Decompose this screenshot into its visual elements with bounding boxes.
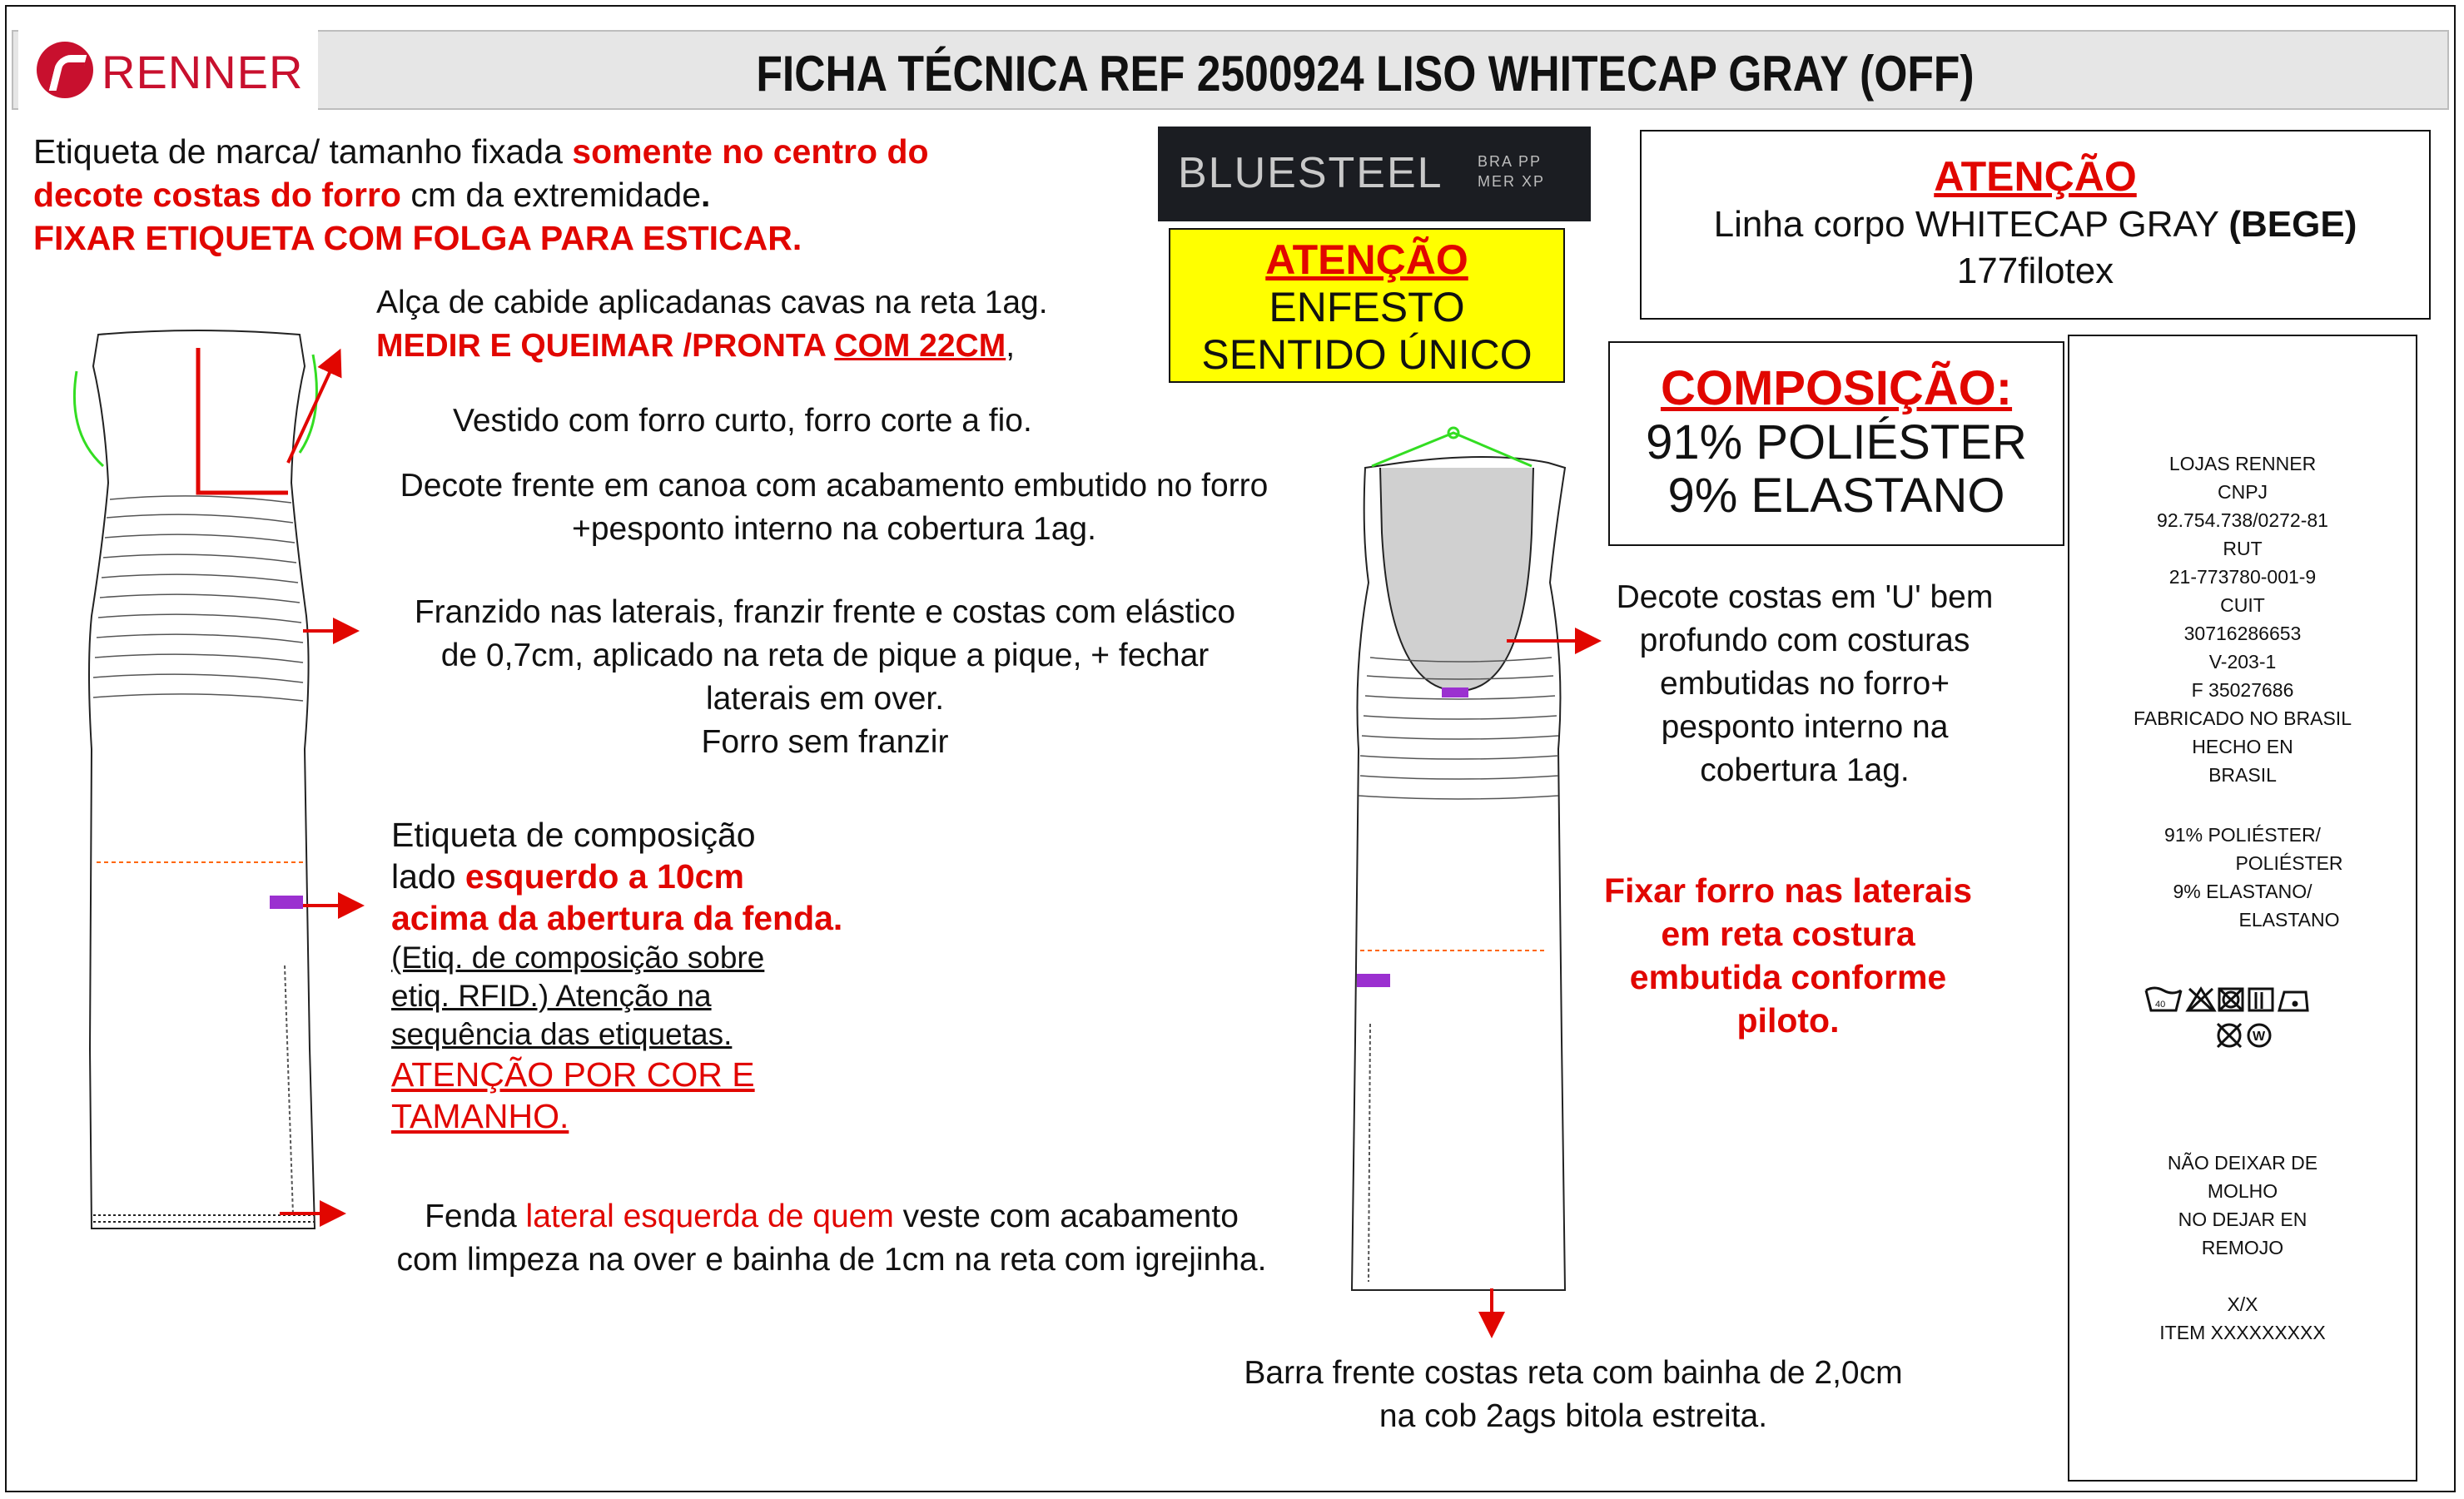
care-label-line: X/X <box>2227 1293 2258 1315</box>
logo-text: RENNER <box>102 46 304 98</box>
care-label-line: CNPJ <box>2217 481 2268 503</box>
care-label-line: LOJAS RENNER <box>2168 453 2317 474</box>
text: (Etiq. de composição sobre <box>391 941 765 975</box>
note-etiqueta-composicao <box>391 814 842 1137</box>
page-title: FICHA TÉCNICA REF 2500924 LISO WHITECAP GRAY (OFF) <box>756 46 1975 102</box>
text: . <box>701 176 711 214</box>
care-label-line: REMOJO <box>2201 1237 2284 1258</box>
wet-clean-icon <box>2248 1025 2270 1046</box>
renner-logo-icon <box>37 42 93 98</box>
text: SENTIDO ÚNICO <box>1201 331 1533 378</box>
renner-logo <box>18 30 318 110</box>
care-label-line: F 35027686 <box>2191 679 2294 701</box>
composicao-box <box>1608 341 2064 546</box>
text: Fenda <box>425 1199 526 1234</box>
text: embutida conforme <box>1629 958 1947 996</box>
text: TAMANHO. <box>391 1097 569 1135</box>
text: MEDIR E QUEIMAR /PRONTA <box>376 328 835 364</box>
text: decote costas do forro <box>33 176 401 214</box>
care-symbols <box>2143 984 2351 1059</box>
care-label-line: 92.754.738/0272-81 <box>2157 509 2328 531</box>
text: 9% ELASTANO <box>1667 469 2005 523</box>
care-label-line: NO DEJAR EN <box>2178 1209 2308 1230</box>
text: Etiqueta de marca/ tamanho fixada <box>33 132 573 171</box>
brand-sizes <box>1478 151 1545 191</box>
text: veste com acabamento <box>893 1199 1239 1234</box>
care-label-line: HECHO EN <box>2192 736 2293 757</box>
care-label-instructions <box>2069 1149 2416 1347</box>
note-alca <box>376 281 1048 368</box>
care-label-line: 9% ELASTANO/ <box>2173 881 2312 902</box>
care-label-line: ELASTANO <box>2238 909 2340 931</box>
text: COMPOSIÇÃO: <box>1660 361 2013 415</box>
svg-text:40: 40 <box>2155 1000 2166 1010</box>
text: Franzido nas laterais, franzir frente e costas com elástico <box>414 594 1236 630</box>
text: ATENÇÃO POR COR E <box>391 1055 755 1094</box>
atencao-enfesto-box <box>1169 228 1565 383</box>
text: embutidas no forro+ <box>1660 666 1950 702</box>
note-fixar-forro <box>1565 869 2011 1042</box>
note-fenda <box>321 1195 1342 1282</box>
text: somente no centro do <box>572 132 929 171</box>
note-barra <box>1149 1352 1998 1438</box>
brand-label-image <box>1158 127 1591 221</box>
note-decote-costas <box>1565 576 2044 792</box>
text: na cob 2ags bitola estreita. <box>1379 1398 1768 1434</box>
text: Decote frente em canoa com acabamento embutido no forro <box>400 468 1269 504</box>
brand-name: BLUESTEEL <box>1178 149 1443 197</box>
no-bleach-icon <box>2188 989 2214 1010</box>
note-etiqueta-marca <box>33 130 929 260</box>
care-label-line: CUIT <box>2220 594 2265 616</box>
text: laterais em over. <box>705 681 945 717</box>
text: acima da abertura da fenda. <box>391 899 843 937</box>
text: FIXAR ETIQUETA COM FOLGA PARA ESTICAR. <box>33 219 802 257</box>
text: profundo com costuras <box>1639 623 1970 658</box>
care-label-line: 91% POLIÉSTER/ <box>2164 824 2321 846</box>
text: cobertura 1ag. <box>1700 752 1910 788</box>
atencao-linha-box <box>1640 130 2431 320</box>
svg-text:W: W <box>2253 1030 2266 1044</box>
text: cm da extremidade <box>400 176 702 214</box>
care-label-line: V-203-1 <box>2208 651 2277 673</box>
text: pesponto interno na <box>1661 709 1949 745</box>
care-label-line: NÃO DEIXAR DE <box>2167 1152 2318 1174</box>
text: de 0,7cm, aplicado na reta de pique a pique, + fechar <box>440 638 1210 673</box>
text: em reta costura <box>1661 915 1915 953</box>
care-label-line: 21-773780-001-9 <box>2168 566 2317 588</box>
text: Alça de cabide aplicadanas cavas na reta 1ag. <box>376 285 1048 320</box>
text: Decote costas em 'U' bem <box>1616 579 1994 615</box>
text: +pesponto interno na cobertura 1ag. <box>572 511 1096 547</box>
care-label-line: POLIÉSTER <box>2235 852 2343 874</box>
note-franzido <box>321 591 1329 764</box>
text: lado <box>391 857 465 896</box>
iron-low-icon <box>2279 992 2308 1010</box>
care-label-line: BRASIL <box>2208 764 2277 786</box>
text: etiq. RFID.) Atenção na <box>391 979 712 1013</box>
note-vestido: Vestido com forro curto, forro corte a fio. <box>453 403 1032 439</box>
text: sequência das etiquetas. <box>391 1017 733 1051</box>
note-decote-frente <box>321 464 1347 551</box>
no-tumble-dry-icon <box>2219 989 2243 1010</box>
text: ATENÇÃO <box>1934 153 2137 200</box>
text: com limpeza na over e bainha de 1cm na reta com igrejinha. <box>396 1242 1267 1278</box>
care-label-line: RUT <box>2223 538 2263 559</box>
text: esquerdo a 10cm <box>464 857 744 896</box>
no-dry-clean-icon <box>2218 1024 2241 1047</box>
care-label-line: 30716286653 <box>2183 623 2302 644</box>
text: piloto. <box>1736 1001 1840 1040</box>
text: Linha corpo WHITECAP GRAY <box>1713 204 2229 245</box>
text: ENFESTO <box>1269 284 1465 330</box>
text: 177filotex <box>1956 251 2114 291</box>
text: MER XP <box>1478 173 1546 190</box>
text: lateral esquerda de quem <box>525 1199 894 1234</box>
text: COM 22CM <box>834 328 1006 364</box>
care-label-composition <box>2069 821 2416 934</box>
care-label <box>2068 335 2417 1482</box>
text: ATENÇÃO <box>1265 236 1468 283</box>
care-label-line <box>2069 1262 2416 1290</box>
text: BRA PP <box>1478 153 1542 170</box>
wash-40-icon <box>2146 988 2181 1010</box>
text: 91% POLIÉSTER <box>1646 415 2027 469</box>
text: Barra frente costas reta com bainha de 2,0cm <box>1244 1355 1903 1391</box>
text: Fixar forro nas laterais <box>1603 871 1973 910</box>
text: Forro sem franzir <box>701 724 949 760</box>
line-dry-icon <box>2249 989 2273 1010</box>
care-label-line: MOLHO <box>2207 1180 2278 1202</box>
care-label-line: ITEM XXXXXXXXX <box>2159 1322 2326 1343</box>
text: , <box>1006 328 1016 364</box>
care-label-line: FABRICADO NO BRASIL <box>2133 707 2352 729</box>
text: Etiqueta de composição <box>391 816 756 854</box>
text: (BEGE) <box>2228 204 2357 245</box>
care-label-info <box>2069 449 2416 789</box>
